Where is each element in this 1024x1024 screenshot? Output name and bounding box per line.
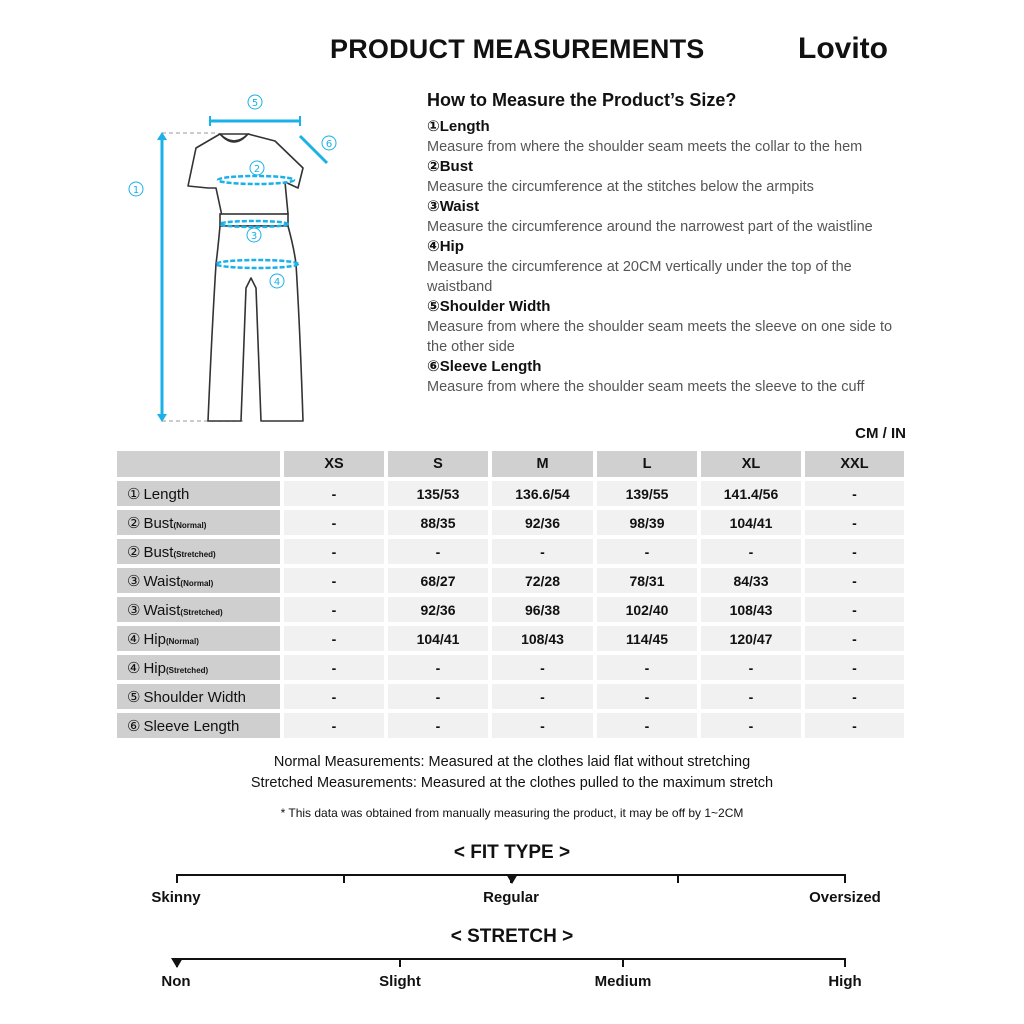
- svg-text:4: 4: [273, 277, 281, 288]
- table-cell: -: [284, 655, 388, 684]
- row-label-qualifier: (Normal): [180, 578, 214, 588]
- table-row: [117, 510, 908, 539]
- table-cell: 139/55: [597, 481, 701, 510]
- table-cell: 88/35: [388, 510, 492, 539]
- garment-figure: [120, 88, 360, 438]
- measurement-instructions: [427, 90, 907, 397]
- size-header-xxl: XXL: [805, 451, 908, 481]
- row-label-text: Waist: [143, 601, 181, 619]
- table-cell: -: [284, 539, 388, 568]
- fit-type-tick: [677, 874, 679, 883]
- table-cell: 72/28: [492, 568, 597, 597]
- table-cell: 120/47: [701, 626, 805, 655]
- row-label-number: ②: [127, 514, 141, 532]
- table-cell: -: [805, 568, 908, 597]
- svg-text:1: 1: [132, 185, 140, 196]
- table-cell: -: [284, 684, 388, 713]
- instruction-desc: Measure the circumference at the stitches below the armpits: [427, 179, 814, 195]
- size-header-xl: XL: [701, 451, 805, 481]
- row-label: [117, 684, 284, 713]
- row-label: [117, 597, 284, 626]
- table-header-row: [117, 451, 908, 481]
- row-label-number: ④: [127, 659, 141, 677]
- table-row: [117, 568, 908, 597]
- table-cell: -: [701, 655, 805, 684]
- row-label: [117, 481, 284, 510]
- row-label: [117, 568, 284, 597]
- row-label-number: ①: [127, 485, 141, 503]
- row-label: [117, 539, 284, 568]
- row-label: [117, 510, 284, 539]
- note-stretched-measurements: Stretched Measurements: Measured at the clothes pulled to the maximum stretch: [250, 775, 774, 791]
- table-cell: -: [597, 539, 701, 568]
- table-row: [117, 481, 908, 510]
- row-label-qualifier: (Stretched): [173, 549, 216, 559]
- instruction-shoulder-width: [427, 297, 907, 357]
- size-header-xs: XS: [284, 451, 388, 481]
- stretch-tick: [622, 958, 624, 967]
- fit-type-tick: [844, 874, 846, 883]
- table-row: [117, 713, 908, 742]
- instruction-title: ①Length: [427, 118, 490, 135]
- table-cell: -: [388, 684, 492, 713]
- stretch-tick: [399, 958, 401, 967]
- row-label-qualifier: (Stretched): [180, 607, 223, 617]
- row-label: [117, 626, 284, 655]
- table-cell: -: [805, 481, 908, 510]
- table-cell: 114/45: [597, 626, 701, 655]
- fit-type-title: < FIT TYPE >: [453, 842, 571, 863]
- table-cell: -: [492, 684, 597, 713]
- page-title: PRODUCT MEASUREMENTS: [330, 34, 705, 64]
- unit-label: CM / IN: [855, 425, 906, 442]
- instructions-heading: How to Measure the Product’s Size?: [427, 90, 737, 110]
- row-label-number: ③: [127, 601, 141, 619]
- svg-text:6: 6: [325, 139, 333, 150]
- table-corner: [117, 451, 284, 481]
- stretch-title: < STRETCH >: [450, 926, 574, 947]
- row-label-text: Length: [143, 485, 190, 503]
- instruction-title: ⑤Shoulder Width: [427, 298, 551, 315]
- note-disclaimer: * This data was obtained from manually measuring the product, it may be off by 1~2CM: [280, 806, 744, 820]
- table-cell: -: [597, 684, 701, 713]
- table-cell: -: [597, 655, 701, 684]
- row-label-number: ⑥: [127, 717, 141, 735]
- table-cell: 102/40: [597, 597, 701, 626]
- table-cell: 92/36: [388, 597, 492, 626]
- row-label-text: Sleeve Length: [143, 717, 240, 735]
- instruction-length: [427, 117, 907, 157]
- row-label-text: Hip: [143, 630, 166, 648]
- table-cell: 104/41: [388, 626, 492, 655]
- fit-type-marker: [506, 874, 518, 884]
- table-cell: -: [805, 539, 908, 568]
- table-cell: -: [701, 539, 805, 568]
- table-cell: 98/39: [597, 510, 701, 539]
- instruction-hip: [427, 237, 907, 297]
- brand-logo: Lovito: [798, 32, 888, 65]
- table-cell: -: [805, 597, 908, 626]
- instruction-desc: Measure from where the shoulder seam meets the sleeve to the cuff: [427, 379, 865, 395]
- table-cell: -: [701, 684, 805, 713]
- stretch-line: [176, 958, 846, 960]
- table-cell: -: [388, 539, 492, 568]
- row-label-number: ④: [127, 630, 141, 648]
- table-cell: 104/41: [701, 510, 805, 539]
- table-cell: -: [284, 481, 388, 510]
- note-normal-measurements: Normal Measurements: Measured at the clothes laid flat without stretching: [273, 754, 751, 770]
- row-label: [117, 713, 284, 742]
- table-row: [117, 597, 908, 626]
- instruction-bust: [427, 157, 907, 197]
- instruction-desc: Measure from where the shoulder seam meets the collar to the hem: [427, 139, 863, 155]
- instruction-waist: [427, 197, 907, 237]
- row-label-number: ②: [127, 543, 141, 561]
- table-cell: -: [388, 655, 492, 684]
- table-cell: -: [492, 713, 597, 742]
- size-header-m: M: [492, 451, 597, 481]
- fit-label-oversized: Oversized: [809, 889, 881, 906]
- row-label-text: Bust: [143, 543, 174, 561]
- row-label-number: ⑤: [127, 688, 141, 706]
- table-cell: -: [284, 713, 388, 742]
- table-body: [117, 481, 908, 742]
- instruction-desc: Measure the circumference at 20CM vertically under the top of the waistband: [427, 259, 852, 295]
- row-label-qualifier: (Normal): [173, 520, 207, 530]
- fit-type-tick: [343, 874, 345, 883]
- table-cell: 108/43: [492, 626, 597, 655]
- table-cell: 141.4/56: [701, 481, 805, 510]
- svg-text:5: 5: [251, 98, 259, 109]
- instruction-title: ④Hip: [427, 238, 464, 255]
- row-label-qualifier: (Normal): [165, 636, 199, 646]
- stretch-label-medium: Medium: [594, 973, 652, 990]
- instruction-title: ⑥Sleeve Length: [427, 358, 542, 375]
- svg-text:3: 3: [250, 231, 258, 242]
- fit-type-scale: [151, 872, 881, 912]
- table-cell: -: [701, 713, 805, 742]
- table-row: [117, 539, 908, 568]
- table-cell: -: [805, 626, 908, 655]
- row-label-qualifier: (Stretched): [165, 665, 209, 675]
- row-label-text: Waist: [143, 572, 181, 590]
- stretch-marker: [171, 958, 183, 968]
- table-cell: 136.6/54: [492, 481, 597, 510]
- table-row: [117, 655, 908, 684]
- table-row: [117, 626, 908, 655]
- fit-label-regular: Regular: [483, 889, 539, 906]
- table-cell: -: [492, 655, 597, 684]
- stretch-tick: [844, 958, 846, 967]
- table-cell: 78/31: [597, 568, 701, 597]
- fit-type-tick: [176, 874, 178, 883]
- table-cell: -: [284, 568, 388, 597]
- table-cell: 96/38: [492, 597, 597, 626]
- stretch-label-non: Non: [161, 973, 191, 990]
- row-label-text: Hip: [143, 659, 166, 677]
- row-label-text: Shoulder Width: [143, 688, 247, 706]
- table-cell: -: [805, 713, 908, 742]
- table-cell: 92/36: [492, 510, 597, 539]
- table-cell: -: [805, 510, 908, 539]
- table-cell: -: [284, 597, 388, 626]
- table-cell: -: [492, 539, 597, 568]
- table-cell: 108/43: [701, 597, 805, 626]
- row-label-number: ③: [127, 572, 141, 590]
- stretch-label-high: High: [828, 973, 862, 990]
- size-header-l: L: [597, 451, 701, 481]
- table-cell: 68/27: [388, 568, 492, 597]
- instruction-desc: Measure the circumference around the narrowest part of the waistline: [427, 219, 873, 235]
- table-cell: -: [388, 713, 492, 742]
- table-cell: -: [805, 684, 908, 713]
- table-cell: -: [284, 626, 388, 655]
- table-cell: 84/33: [701, 568, 805, 597]
- instruction-sleeve-length: [427, 357, 907, 397]
- table-cell: -: [284, 510, 388, 539]
- instruction-title: ③Waist: [427, 198, 480, 215]
- instruction-desc: Measure from where the shoulder seam meets the sleeve on one side to the other side: [427, 319, 893, 355]
- row-label: [117, 655, 284, 684]
- table-cell: 135/53: [388, 481, 492, 510]
- stretch-label-slight: Slight: [379, 973, 421, 990]
- table-cell: -: [597, 713, 701, 742]
- table-cell: -: [805, 655, 908, 684]
- size-header-s: S: [388, 451, 492, 481]
- size-table: [117, 451, 908, 742]
- table-row: [117, 684, 908, 713]
- instruction-title: ②Bust: [427, 158, 474, 175]
- stretch-scale: [161, 956, 862, 996]
- fit-label-skinny: Skinny: [151, 889, 201, 906]
- row-label-text: Bust: [143, 514, 174, 532]
- svg-text:2: 2: [253, 164, 261, 175]
